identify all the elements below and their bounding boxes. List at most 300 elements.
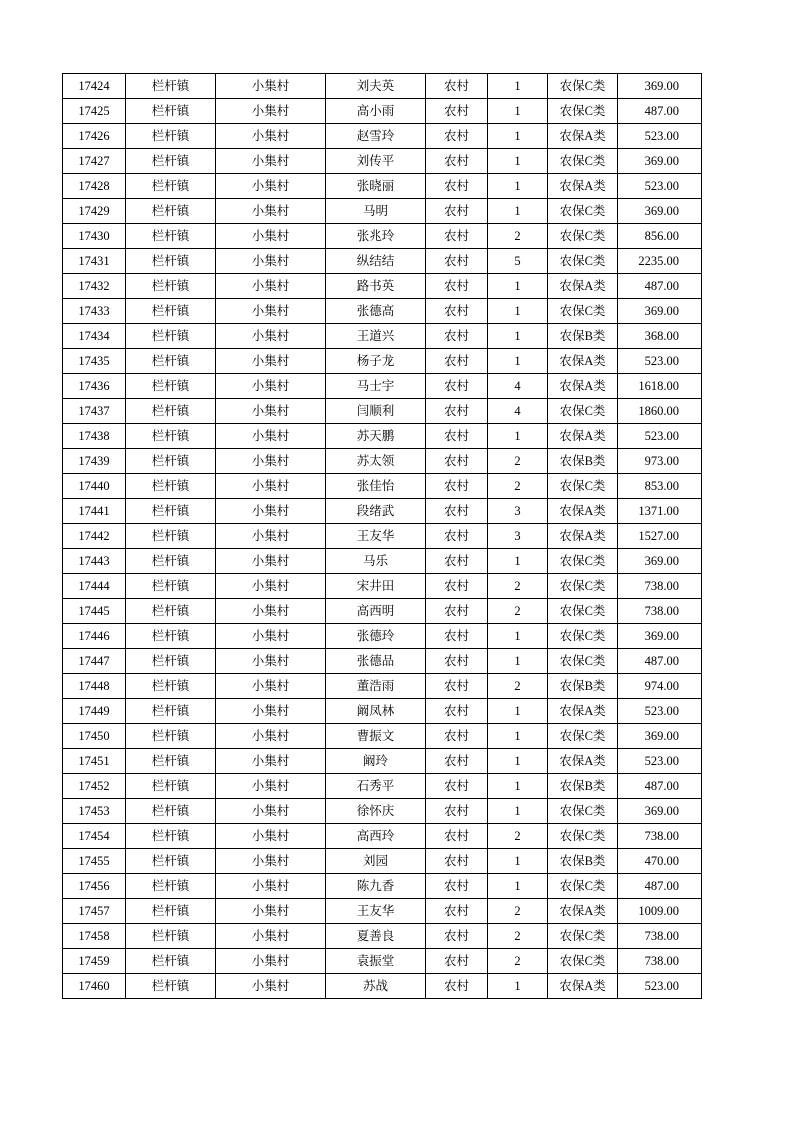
cell-person-name: 苏战	[326, 974, 426, 999]
cell-record-id: 17460	[63, 974, 126, 999]
cell-person-name: 赵雪玲	[326, 124, 426, 149]
cell-insurance-category: 农保C类	[548, 624, 618, 649]
cell-person-count: 1	[488, 199, 548, 224]
cell-person-count: 2	[488, 924, 548, 949]
cell-residence-type: 农村	[426, 74, 488, 99]
cell-person-count: 2	[488, 824, 548, 849]
cell-town: 栏杆镇	[126, 774, 216, 799]
cell-record-id: 17445	[63, 599, 126, 624]
table-row	[63, 224, 702, 249]
cell-record-id: 17449	[63, 699, 126, 724]
table-row	[63, 674, 702, 699]
cell-village: 小集村	[216, 624, 326, 649]
cell-town: 栏杆镇	[126, 849, 216, 874]
cell-amount: 487.00	[618, 274, 702, 299]
cell-insurance-category: 农保A类	[548, 349, 618, 374]
cell-person-name: 王友华	[326, 899, 426, 924]
table-row	[63, 949, 702, 974]
cell-insurance-category: 农保A类	[548, 124, 618, 149]
cell-person-count: 1	[488, 299, 548, 324]
cell-insurance-category: 农保C类	[548, 874, 618, 899]
cell-residence-type: 农村	[426, 924, 488, 949]
cell-record-id: 17426	[63, 124, 126, 149]
cell-amount: 487.00	[618, 874, 702, 899]
cell-insurance-category: 农保C类	[548, 724, 618, 749]
cell-person-count: 3	[488, 524, 548, 549]
cell-insurance-category: 农保A类	[548, 374, 618, 399]
cell-amount: 856.00	[618, 224, 702, 249]
cell-person-count: 2	[488, 599, 548, 624]
cell-insurance-category: 农保A类	[548, 274, 618, 299]
table-row	[63, 149, 702, 174]
cell-residence-type: 农村	[426, 874, 488, 899]
cell-town: 栏杆镇	[126, 674, 216, 699]
cell-person-count: 1	[488, 974, 548, 999]
cell-record-id: 17434	[63, 324, 126, 349]
cell-village: 小集村	[216, 299, 326, 324]
cell-record-id: 17437	[63, 399, 126, 424]
cell-person-count: 1	[488, 699, 548, 724]
cell-town: 栏杆镇	[126, 874, 216, 899]
cell-amount: 523.00	[618, 124, 702, 149]
cell-village: 小集村	[216, 524, 326, 549]
cell-person-name: 陈九香	[326, 874, 426, 899]
cell-village: 小集村	[216, 724, 326, 749]
cell-village: 小集村	[216, 649, 326, 674]
cell-residence-type: 农村	[426, 274, 488, 299]
cell-person-count: 5	[488, 249, 548, 274]
cell-record-id: 17439	[63, 449, 126, 474]
cell-village: 小集村	[216, 699, 326, 724]
cell-residence-type: 农村	[426, 149, 488, 174]
cell-residence-type: 农村	[426, 699, 488, 724]
cell-residence-type: 农村	[426, 424, 488, 449]
cell-village: 小集村	[216, 274, 326, 299]
cell-record-id: 17443	[63, 549, 126, 574]
cell-village: 小集村	[216, 399, 326, 424]
cell-person-count: 1	[488, 274, 548, 299]
cell-record-id: 17456	[63, 874, 126, 899]
cell-amount: 974.00	[618, 674, 702, 699]
table-row	[63, 699, 702, 724]
cell-record-id: 17425	[63, 99, 126, 124]
cell-person-name: 石秀平	[326, 774, 426, 799]
cell-insurance-category: 农保C类	[548, 299, 618, 324]
cell-village: 小集村	[216, 324, 326, 349]
cell-person-count: 2	[488, 574, 548, 599]
cell-village: 小集村	[216, 924, 326, 949]
table-row	[63, 74, 702, 99]
cell-amount: 369.00	[618, 199, 702, 224]
cell-town: 栏杆镇	[126, 624, 216, 649]
cell-amount: 369.00	[618, 149, 702, 174]
cell-residence-type: 农村	[426, 549, 488, 574]
cell-record-id: 17452	[63, 774, 126, 799]
cell-record-id: 17446	[63, 624, 126, 649]
cell-village: 小集村	[216, 749, 326, 774]
table-row	[63, 749, 702, 774]
cell-insurance-category: 农保B类	[548, 449, 618, 474]
cell-town: 栏杆镇	[126, 99, 216, 124]
cell-person-name: 袁振堂	[326, 949, 426, 974]
cell-person-name: 苏天鹏	[326, 424, 426, 449]
cell-residence-type: 农村	[426, 974, 488, 999]
cell-insurance-category: 农保C类	[548, 399, 618, 424]
cell-record-id: 17431	[63, 249, 126, 274]
cell-insurance-category: 农保C类	[548, 549, 618, 574]
cell-person-name: 马乐	[326, 549, 426, 574]
cell-town: 栏杆镇	[126, 299, 216, 324]
cell-person-count: 1	[488, 349, 548, 374]
cell-person-name: 刘园	[326, 849, 426, 874]
cell-village: 小集村	[216, 824, 326, 849]
cell-person-count: 1	[488, 99, 548, 124]
cell-town: 栏杆镇	[126, 149, 216, 174]
table-row	[63, 624, 702, 649]
cell-person-name: 苏太领	[326, 449, 426, 474]
cell-amount: 1527.00	[618, 524, 702, 549]
cell-residence-type: 农村	[426, 824, 488, 849]
cell-village: 小集村	[216, 949, 326, 974]
table-row	[63, 349, 702, 374]
cell-record-id: 17433	[63, 299, 126, 324]
cell-village: 小集村	[216, 799, 326, 824]
cell-person-name: 阚玲	[326, 749, 426, 774]
table-row	[63, 574, 702, 599]
cell-village: 小集村	[216, 374, 326, 399]
cell-village: 小集村	[216, 249, 326, 274]
cell-person-count: 1	[488, 724, 548, 749]
cell-residence-type: 农村	[426, 724, 488, 749]
table-row	[63, 874, 702, 899]
cell-person-count: 1	[488, 749, 548, 774]
cell-person-name: 高西明	[326, 599, 426, 624]
cell-record-id: 17432	[63, 274, 126, 299]
cell-person-count: 2	[488, 449, 548, 474]
table-row	[63, 549, 702, 574]
cell-village: 小集村	[216, 874, 326, 899]
cell-town: 栏杆镇	[126, 574, 216, 599]
cell-amount: 1860.00	[618, 399, 702, 424]
table-row	[63, 199, 702, 224]
cell-town: 栏杆镇	[126, 224, 216, 249]
cell-village: 小集村	[216, 574, 326, 599]
cell-town: 栏杆镇	[126, 724, 216, 749]
cell-town: 栏杆镇	[126, 124, 216, 149]
cell-insurance-category: 农保A类	[548, 749, 618, 774]
cell-person-count: 4	[488, 374, 548, 399]
table-row	[63, 474, 702, 499]
cell-town: 栏杆镇	[126, 649, 216, 674]
cell-village: 小集村	[216, 499, 326, 524]
cell-person-name: 董浩雨	[326, 674, 426, 699]
cell-town: 栏杆镇	[126, 974, 216, 999]
cell-village: 小集村	[216, 449, 326, 474]
cell-town: 栏杆镇	[126, 799, 216, 824]
cell-record-id: 17435	[63, 349, 126, 374]
cell-village: 小集村	[216, 674, 326, 699]
cell-person-count: 2	[488, 224, 548, 249]
cell-amount: 470.00	[618, 849, 702, 874]
cell-amount: 523.00	[618, 424, 702, 449]
cell-person-count: 1	[488, 549, 548, 574]
cell-town: 栏杆镇	[126, 374, 216, 399]
cell-record-id: 17457	[63, 899, 126, 924]
cell-record-id: 17455	[63, 849, 126, 874]
cell-town: 栏杆镇	[126, 274, 216, 299]
cell-amount: 738.00	[618, 574, 702, 599]
cell-insurance-category: 农保C类	[548, 99, 618, 124]
cell-person-name: 张德玲	[326, 624, 426, 649]
cell-amount: 523.00	[618, 974, 702, 999]
cell-village: 小集村	[216, 849, 326, 874]
cell-town: 栏杆镇	[126, 824, 216, 849]
cell-person-name: 王道兴	[326, 324, 426, 349]
cell-residence-type: 农村	[426, 799, 488, 824]
cell-town: 栏杆镇	[126, 599, 216, 624]
cell-person-count: 1	[488, 799, 548, 824]
cell-village: 小集村	[216, 599, 326, 624]
cell-village: 小集村	[216, 124, 326, 149]
cell-residence-type: 农村	[426, 349, 488, 374]
cell-insurance-category: 农保A类	[548, 699, 618, 724]
cell-village: 小集村	[216, 424, 326, 449]
cell-record-id: 17430	[63, 224, 126, 249]
cell-person-count: 2	[488, 674, 548, 699]
cell-insurance-category: 农保C类	[548, 574, 618, 599]
cell-person-count: 2	[488, 899, 548, 924]
cell-person-count: 1	[488, 874, 548, 899]
table-row	[63, 299, 702, 324]
cell-insurance-category: 农保C类	[548, 799, 618, 824]
cell-insurance-category: 农保B类	[548, 774, 618, 799]
cell-person-count: 2	[488, 949, 548, 974]
cell-record-id: 17442	[63, 524, 126, 549]
cell-person-name: 张晓丽	[326, 174, 426, 199]
cell-amount: 523.00	[618, 349, 702, 374]
cell-residence-type: 农村	[426, 674, 488, 699]
cell-insurance-category: 农保C类	[548, 149, 618, 174]
cell-amount: 523.00	[618, 699, 702, 724]
table-row	[63, 774, 702, 799]
cell-person-name: 纵结结	[326, 249, 426, 274]
cell-town: 栏杆镇	[126, 74, 216, 99]
cell-record-id: 17447	[63, 649, 126, 674]
cell-insurance-category: 农保B类	[548, 324, 618, 349]
cell-amount: 1009.00	[618, 899, 702, 924]
cell-village: 小集村	[216, 549, 326, 574]
table-row	[63, 599, 702, 624]
cell-residence-type: 农村	[426, 249, 488, 274]
table-row	[63, 899, 702, 924]
cell-person-name: 张德高	[326, 299, 426, 324]
cell-person-count: 1	[488, 149, 548, 174]
cell-town: 栏杆镇	[126, 499, 216, 524]
cell-person-count: 1	[488, 324, 548, 349]
cell-village: 小集村	[216, 774, 326, 799]
cell-village: 小集村	[216, 474, 326, 499]
table-row	[63, 324, 702, 349]
cell-village: 小集村	[216, 149, 326, 174]
cell-insurance-category: 农保C类	[548, 199, 618, 224]
cell-residence-type: 农村	[426, 299, 488, 324]
cell-record-id: 17454	[63, 824, 126, 849]
table-row	[63, 499, 702, 524]
cell-amount: 369.00	[618, 724, 702, 749]
cell-person-name: 刘传平	[326, 149, 426, 174]
cell-record-id: 17448	[63, 674, 126, 699]
cell-record-id: 17450	[63, 724, 126, 749]
cell-insurance-category: 农保C类	[548, 599, 618, 624]
cell-amount: 368.00	[618, 324, 702, 349]
cell-person-name: 刘夫英	[326, 74, 426, 99]
cell-person-name: 高西玲	[326, 824, 426, 849]
table-row	[63, 124, 702, 149]
cell-amount: 487.00	[618, 649, 702, 674]
table-row	[63, 374, 702, 399]
cell-person-name: 段绪武	[326, 499, 426, 524]
cell-person-count: 1	[488, 424, 548, 449]
cell-person-name: 徐怀庆	[326, 799, 426, 824]
cell-insurance-category: 农保A类	[548, 499, 618, 524]
cell-record-id: 17441	[63, 499, 126, 524]
cell-town: 栏杆镇	[126, 324, 216, 349]
cell-person-count: 1	[488, 849, 548, 874]
cell-person-name: 宋井田	[326, 574, 426, 599]
cell-person-count: 3	[488, 499, 548, 524]
cell-person-count: 4	[488, 399, 548, 424]
cell-person-count: 1	[488, 174, 548, 199]
cell-person-name: 夏善良	[326, 924, 426, 949]
table-row	[63, 924, 702, 949]
cell-village: 小集村	[216, 174, 326, 199]
cell-person-name: 马士宇	[326, 374, 426, 399]
cell-residence-type: 农村	[426, 949, 488, 974]
cell-village: 小集村	[216, 74, 326, 99]
cell-record-id: 17453	[63, 799, 126, 824]
cell-insurance-category: 农保A类	[548, 424, 618, 449]
cell-insurance-category: 农保C类	[548, 249, 618, 274]
cell-residence-type: 农村	[426, 624, 488, 649]
cell-record-id: 17429	[63, 199, 126, 224]
cell-person-name: 路书英	[326, 274, 426, 299]
cell-record-id: 17424	[63, 74, 126, 99]
table-row	[63, 724, 702, 749]
cell-person-name: 张兆玲	[326, 224, 426, 249]
cell-amount: 523.00	[618, 749, 702, 774]
cell-village: 小集村	[216, 349, 326, 374]
cell-person-count: 1	[488, 774, 548, 799]
table-row	[63, 649, 702, 674]
cell-amount: 523.00	[618, 174, 702, 199]
cell-insurance-category: 农保C类	[548, 824, 618, 849]
cell-residence-type: 农村	[426, 749, 488, 774]
cell-insurance-category: 农保C类	[548, 649, 618, 674]
cell-town: 栏杆镇	[126, 199, 216, 224]
cell-insurance-category: 农保A类	[548, 524, 618, 549]
cell-town: 栏杆镇	[126, 424, 216, 449]
cell-residence-type: 农村	[426, 524, 488, 549]
table-row	[63, 524, 702, 549]
table-row	[63, 824, 702, 849]
cell-person-name: 张德品	[326, 649, 426, 674]
cell-residence-type: 农村	[426, 499, 488, 524]
cell-record-id: 17438	[63, 424, 126, 449]
cell-residence-type: 农村	[426, 99, 488, 124]
social-insurance-table	[62, 73, 702, 999]
cell-town: 栏杆镇	[126, 749, 216, 774]
cell-residence-type: 农村	[426, 774, 488, 799]
cell-record-id: 17427	[63, 149, 126, 174]
cell-village: 小集村	[216, 899, 326, 924]
cell-amount: 1371.00	[618, 499, 702, 524]
cell-insurance-category: 农保C类	[548, 924, 618, 949]
cell-insurance-category: 农保B类	[548, 849, 618, 874]
cell-residence-type: 农村	[426, 574, 488, 599]
cell-insurance-category: 农保A类	[548, 974, 618, 999]
cell-person-count: 1	[488, 124, 548, 149]
cell-person-name: 马明	[326, 199, 426, 224]
cell-village: 小集村	[216, 99, 326, 124]
cell-person-name: 王友华	[326, 524, 426, 549]
cell-amount: 853.00	[618, 474, 702, 499]
table-row	[63, 249, 702, 274]
cell-person-count: 1	[488, 624, 548, 649]
cell-village: 小集村	[216, 974, 326, 999]
cell-insurance-category: 农保C类	[548, 224, 618, 249]
cell-insurance-category: 农保C类	[548, 474, 618, 499]
table-row	[63, 99, 702, 124]
cell-village: 小集村	[216, 224, 326, 249]
cell-record-id: 17458	[63, 924, 126, 949]
cell-amount: 369.00	[618, 624, 702, 649]
cell-residence-type: 农村	[426, 124, 488, 149]
cell-amount: 738.00	[618, 824, 702, 849]
cell-town: 栏杆镇	[126, 449, 216, 474]
cell-residence-type: 农村	[426, 399, 488, 424]
table-row	[63, 174, 702, 199]
cell-amount: 738.00	[618, 949, 702, 974]
cell-town: 栏杆镇	[126, 924, 216, 949]
cell-insurance-category: 农保A类	[548, 899, 618, 924]
cell-town: 栏杆镇	[126, 699, 216, 724]
cell-person-name: 闫顺利	[326, 399, 426, 424]
cell-amount: 1618.00	[618, 374, 702, 399]
cell-amount: 487.00	[618, 99, 702, 124]
cell-record-id: 17459	[63, 949, 126, 974]
table-row	[63, 399, 702, 424]
cell-amount: 487.00	[618, 774, 702, 799]
cell-residence-type: 农村	[426, 899, 488, 924]
cell-record-id: 17436	[63, 374, 126, 399]
cell-insurance-category: 农保B类	[548, 674, 618, 699]
cell-amount: 738.00	[618, 924, 702, 949]
cell-person-count: 1	[488, 649, 548, 674]
cell-town: 栏杆镇	[126, 349, 216, 374]
cell-insurance-category: 农保C类	[548, 949, 618, 974]
cell-residence-type: 农村	[426, 374, 488, 399]
cell-person-name: 高小雨	[326, 99, 426, 124]
cell-person-name: 阚凤林	[326, 699, 426, 724]
cell-town: 栏杆镇	[126, 249, 216, 274]
cell-record-id: 17444	[63, 574, 126, 599]
cell-town: 栏杆镇	[126, 899, 216, 924]
cell-record-id: 17440	[63, 474, 126, 499]
table-row	[63, 424, 702, 449]
cell-amount: 369.00	[618, 549, 702, 574]
cell-amount: 369.00	[618, 74, 702, 99]
cell-residence-type: 农村	[426, 324, 488, 349]
